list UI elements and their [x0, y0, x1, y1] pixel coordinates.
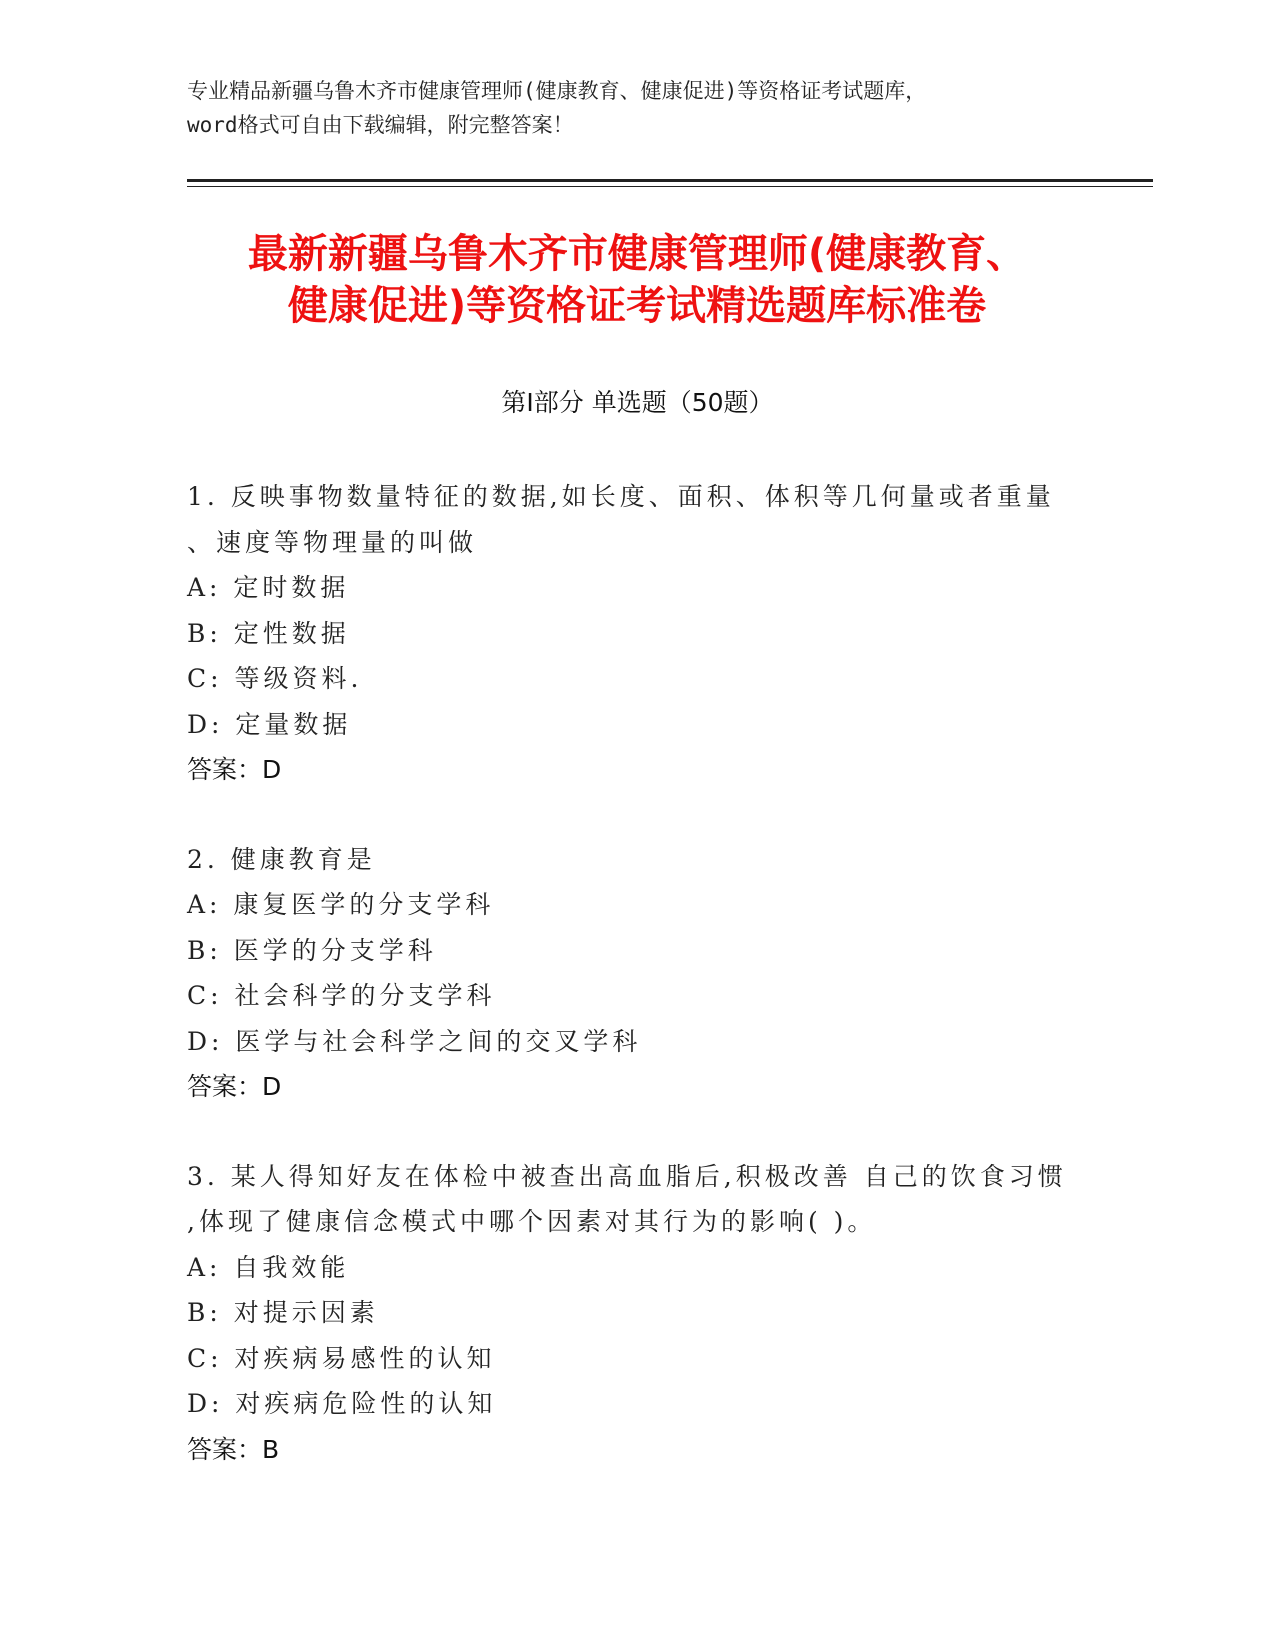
question-3-option-c: C: 对疾病易感性的认知 — [187, 1343, 496, 1373]
document-title-line-1: 最新新疆乌鲁木齐市健康管理师(健康教育、 — [247, 231, 1027, 277]
question-2-text-line-1: 2. 健康教育是 — [187, 844, 376, 874]
question-3 — [187, 1154, 1087, 1473]
question-1-text-line-1: 1. 反映事物数量特征的数据,如长度、面积、体积等几何量或者重量 — [187, 482, 1055, 511]
question-1-text-line-2: 、速度等物理量的叫做 — [187, 527, 478, 557]
question-1-option-a: A: 定时数据 — [187, 573, 350, 602]
section-heading: 第Ⅰ部分 单选题（50题） — [501, 388, 774, 417]
question-1-answer: 答案：D — [187, 755, 282, 784]
question-1-option-b: B: 定性数据 — [187, 618, 350, 648]
document-title — [137, 228, 1137, 332]
header-rule-thin — [187, 186, 1153, 187]
question-2-option-b: B: 医学的分支学科 — [187, 935, 437, 965]
question-3-option-b: B: 对提示因素 — [187, 1298, 379, 1327]
question-2-option-a: A: 康复医学的分支学科 — [187, 890, 495, 919]
question-2-answer: 答案：D — [187, 1072, 282, 1101]
question-1-option-d: D: 定量数据 — [187, 709, 352, 739]
header-note — [187, 74, 1087, 142]
question-1 — [187, 474, 1087, 793]
header-note-line-1: 专业精品新疆乌鲁木齐市健康管理师(健康教育、健康促进)等资格证考试题库， — [187, 79, 927, 103]
question-list — [187, 474, 1087, 1516]
question-3-option-d: D: 对疾病危险性的认知 — [187, 1389, 497, 1418]
question-1-option-c: C: 等级资料. — [187, 664, 363, 693]
question-2 — [187, 837, 1087, 1110]
question-2-option-d: D: 医学与社会科学之间的交叉学科 — [187, 1026, 642, 1056]
question-2-option-c: C: 社会科学的分支学科 — [187, 981, 496, 1010]
question-3-answer: 答案：B — [187, 1434, 280, 1464]
question-3-text-line-2: ,体现了健康信念模式中哪个因素对其行为的影响( )。 — [187, 1207, 877, 1236]
question-3-option-a: A: 自我效能 — [187, 1252, 350, 1282]
header-note-line-2: word格式可自由下载编辑，附完整答案！ — [187, 113, 574, 137]
header-rule-thick — [187, 179, 1153, 182]
question-3-text-line-1: 3. 某人得知好友在体检中被查出高血脂后,积极改善 自己的饮食习惯 — [187, 1161, 1067, 1191]
document-title-line-2: 健康促进)等资格证考试精选题库标准卷 — [287, 283, 987, 329]
